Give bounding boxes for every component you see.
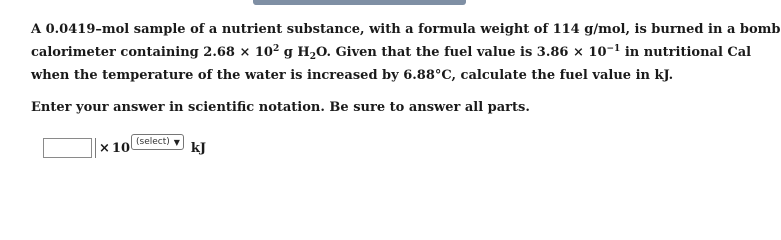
base-ten: 10: [111, 140, 130, 156]
superscript-exponent: −1: [606, 44, 621, 54]
instruction-text: Enter your answer in scientific notation. Be sure to answer all parts.: [31, 100, 530, 115]
exponent-select-label: (select): [136, 137, 170, 147]
input-divider: [95, 138, 96, 158]
question-line-3: [31, 64, 721, 87]
question-line-2-part-c: O. Given that the fuel value is 3.86 × 10: [315, 45, 607, 60]
chevron-down-icon: ▼: [173, 137, 180, 147]
question-line-2-part-d: in nutritional Cal: [620, 45, 752, 60]
question-line-1-text: A 0.0419–mol sample of a nutrient substance, with a formula weight of 114 g/mol, is burned in a bomb: [31, 22, 781, 37]
question-line-2: [31, 41, 752, 64]
subscript-2: 2: [309, 52, 316, 62]
top-scroll-indicator: [253, 0, 466, 5]
answer-row: [43, 137, 206, 159]
exponent-select[interactable]: [131, 134, 184, 150]
unit-label: kJ: [190, 140, 207, 156]
superscript-exponent: 2: [272, 44, 280, 54]
question-text: [31, 18, 781, 87]
answer-coefficient-input[interactable]: [43, 138, 92, 158]
question-line-1: [31, 18, 781, 41]
question-line-2-part-a: calorimeter containing 2.68 × 10: [31, 45, 273, 60]
question-line-2-part-b: g H: [279, 45, 310, 60]
times-symbol: ×: [99, 140, 110, 156]
question-line-3-text: when the temperature of the water is increased by 6.88°C, calculate the fuel value in kJ.: [31, 68, 674, 83]
